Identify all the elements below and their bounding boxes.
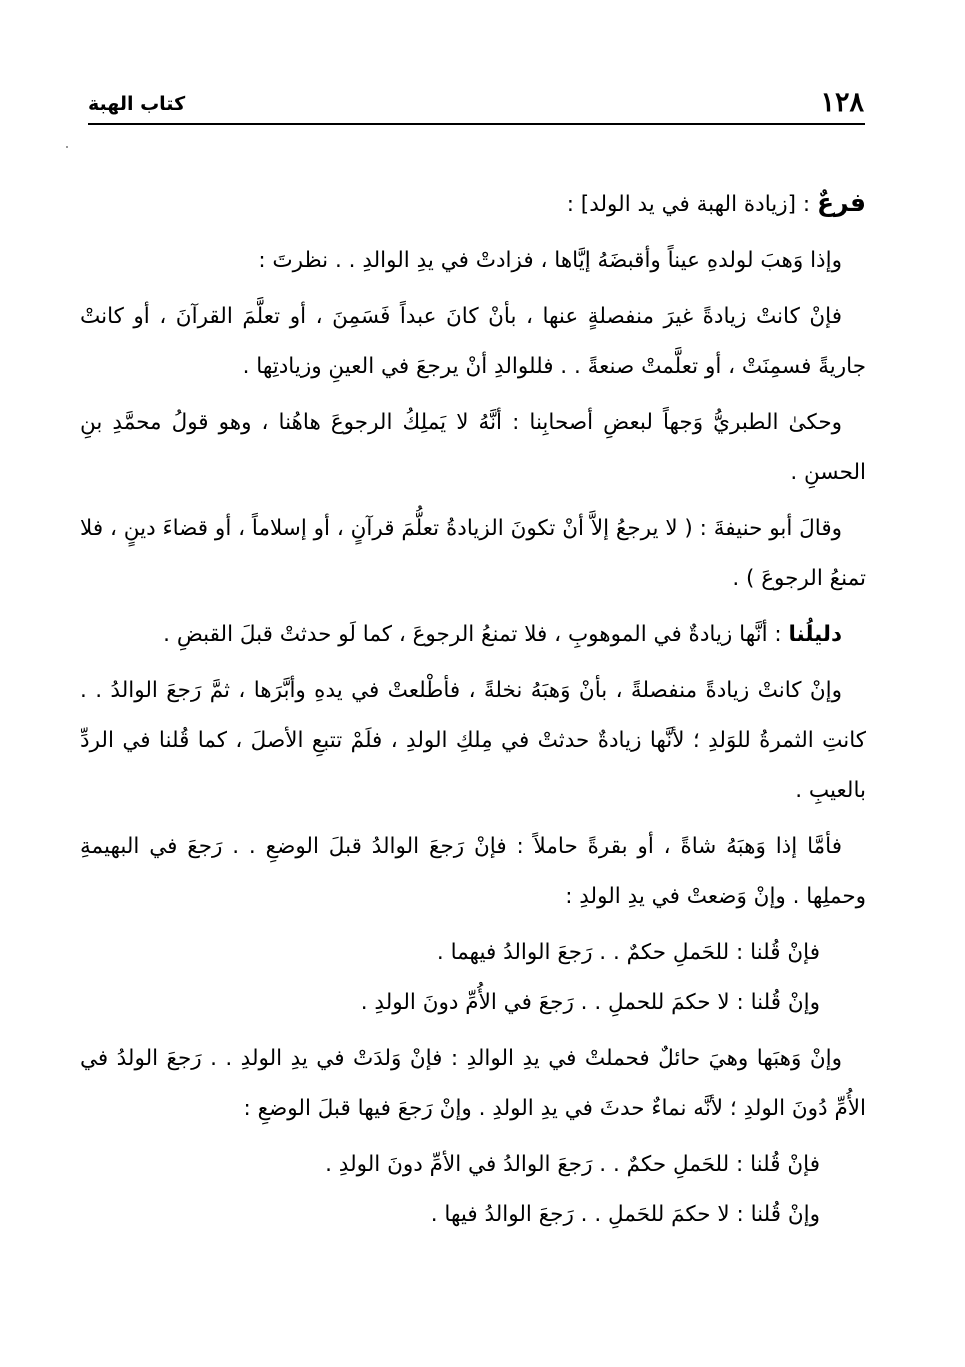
book-title: كتاب الهبة <box>88 93 186 115</box>
scan-speck <box>66 146 68 148</box>
paragraph-1: وإذا وَهبَ لولدهِ عيناً وأقبضَهُ إيَّاها ، فزادتْ في يدِ الوالدِ . . نظرتَ : <box>258 248 842 273</box>
sub-case-4: وإنْ قُلنا : لا حكمَ للحَملِ . . رَجعَ الوالدُ فيها . <box>430 1202 820 1227</box>
sub-case-2: وإنْ قُلنا : لا حكمَ للحملِ . . رَجعَ في الأُمِّ دونَ الولدِ . <box>360 990 820 1015</box>
paragraph-2: فإنْ كانتْ زيادةً غيرَ منفصلةٍ عنها ، بأنْ كانَ عبداً فَسَمِنَ ، أو تعلَّمَ القرآنَ ، أو كانتْ جاريةً فسمِنَتْ ، أو تعلَّمتْ صنعةً . . فللوالدِ أنْ يرجعَ في العينِ وزيادتِها . <box>80 304 866 379</box>
paragraph-4: وقالَ أبو حنيفةَ : ( لا يرجعُ إلاَّ أنْ تكونَ الزيادةُ تعلُّمَ قرآنٍ ، أو إسلاماً ، أو قضاءَ دينٍ ، فلا تمنعُ الرجوعَ ) . <box>80 516 866 591</box>
section-heading <box>80 178 866 230</box>
paragraph-3: وحكىٰ الطبريُّ وَجهاً لبعضِ أصحابِنا : أنَّهُ لا يَملِكُ الرجوعَ هاهُنا ، وهو قولُ محمَّدِ بنِ الحسنِ . <box>80 410 866 485</box>
paragraph-6: وإنْ كانتْ زيادةً منفصلةً ، بأنْ وَهبَهُ نخلةً ، فأطْلعتْ في يدهِ وأبَّرَها ، ثمَّ رَجعَ الوالدُ . . كانتِ الثمرةُ للوَلدِ ؛ لأنَّها زيادةٌ حدثتْ في مِلكِ الولدِ ، فلَمْ تتبعِ الأصلَ ، كما قُلنا في الردِّ بالعيبِ . <box>80 678 866 803</box>
header-rule <box>88 123 865 125</box>
evidence-text: : أنَّها زيادةٌ في الموهوبِ ، فلا تمنعُ الرجوعَ ، كما لَو حدثتْ قبلَ القبضِ . <box>163 622 789 647</box>
paragraph-5 <box>80 610 866 660</box>
section-label: فرعٌ <box>817 188 866 217</box>
section-colon: : <box>796 192 817 217</box>
evidence-label: دليلُنا <box>788 622 842 647</box>
section-title: [زيادة الهبة في يد الولد] : <box>566 192 797 217</box>
sub-case-3: فإنْ قُلنا : للحَملِ حكمٌ . . رَجعَ الوالدُ في الأمِّ دونَ الولدِ . <box>325 1152 820 1177</box>
page-number: ١٢٨ <box>820 87 864 118</box>
sub-case-1: فإنْ قُلنا : للحَملِ حكمٌ . . رَجعَ الوالدُ فيهما . <box>436 940 820 965</box>
running-head <box>88 88 864 122</box>
paragraph-8: وإنْ وَهبَها وهيَ حائلٌ فحملتْ في يدِ الوالدِ : فإنْ وَلدَتْ في يدِ الولدِ . . رَجعَ الولدُ في الأُمِّ دُونَ الولدِ ؛ لأنَّه نماءٌ حدثَ في يدِ الولدِ . وإنْ رَجعَ فيها قبلَ الوضعِ : <box>80 1046 866 1121</box>
body-text <box>80 178 866 1240</box>
paragraph-7: فأمَّا إذا وَهبَهُ شاةً ، أو بقرةً حاملاً : فإنْ رَجعَ الوالدُ قبلَ الوضعِ . . رَجعَ في البهيمةِ وحملِها . وإنْ وَضعتْ في يدِ الولدِ : <box>80 834 866 909</box>
